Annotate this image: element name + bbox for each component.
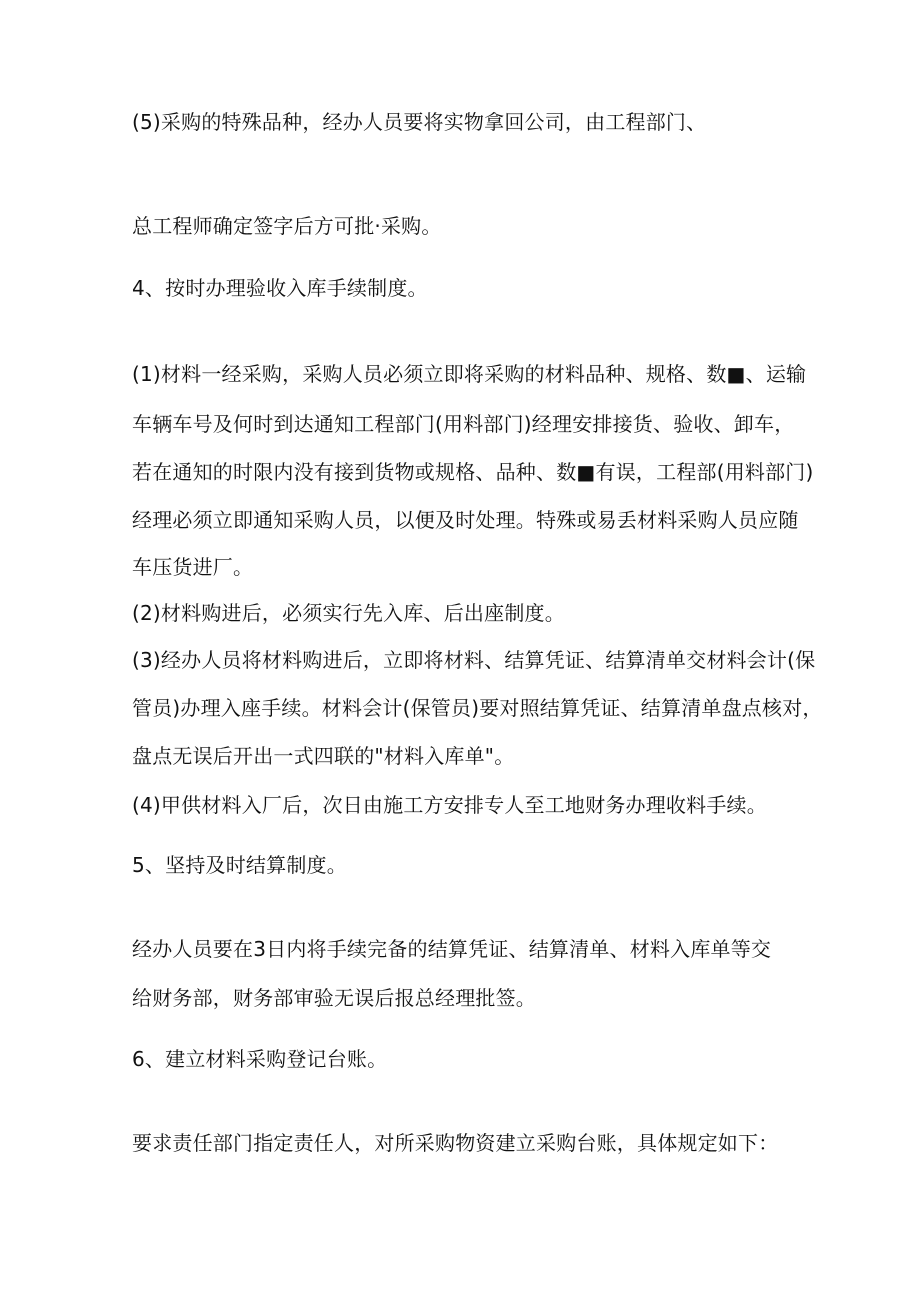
section-heading: 5、坚持及时结算制度。	[132, 853, 347, 877]
paragraph-line: (3)经办人员将材料购进后，立即将材料、结算凭证、结算清单交材料会计(保	[132, 648, 816, 672]
section-heading: 4、按时办理验收入库手续制度。	[132, 276, 428, 300]
paragraph-line: 车辆车号及何时到达通知工程部门(用料部门)经理安排接货、验收、卸车，	[132, 412, 795, 436]
paragraph-line: 管员)办理入座手续。材料会计(保管员)要对照结算凭证、结算清单盘点核对，	[132, 696, 823, 720]
paragraph-line: 经办人员要在3日内将手续完备的结算凭证、结算清单、材料入库单等交	[132, 937, 772, 961]
paragraph-line: 盘点无误后开出一式四联的"材料入库单"。	[132, 744, 515, 768]
paragraph-line: (4)甲供材料入厂后，次日由施工方安排专人至工地财务办理收料手续。	[132, 793, 767, 817]
paragraph-line: (1)材料一经采购，采购人员必须立即将采购的材料品种、规格、数■、运输	[132, 362, 807, 386]
paragraph-line: 总工程师确定签字后方可批·采购。	[132, 214, 442, 238]
section-heading: 6、建立材料采购登记台账。	[132, 1047, 388, 1071]
paragraph-line: 要求责任部门指定责任人，对所采购物资建立采购台账，具体规定如下：	[132, 1131, 779, 1155]
paragraph-line: 车压货进厂。	[132, 555, 254, 579]
paragraph-line: 若在通知的时限内没有接到货物或规格、品种、数■有误，工程部(用料部门)	[132, 460, 814, 484]
paragraph-line: (2)材料购进后，必须实行先入库、后出座制度。	[132, 601, 565, 625]
paragraph-line: 给财务部，财务部审验无误后报总经理批签。	[132, 986, 536, 1010]
paragraph-line: (5)采购的特殊品种，经办人员要将实物拿回公司，由工程部门、	[132, 110, 707, 134]
paragraph-line: 经理必须立即通知采购人员，以便及时处理。特殊或易丢材料采购人员应随	[132, 508, 799, 532]
